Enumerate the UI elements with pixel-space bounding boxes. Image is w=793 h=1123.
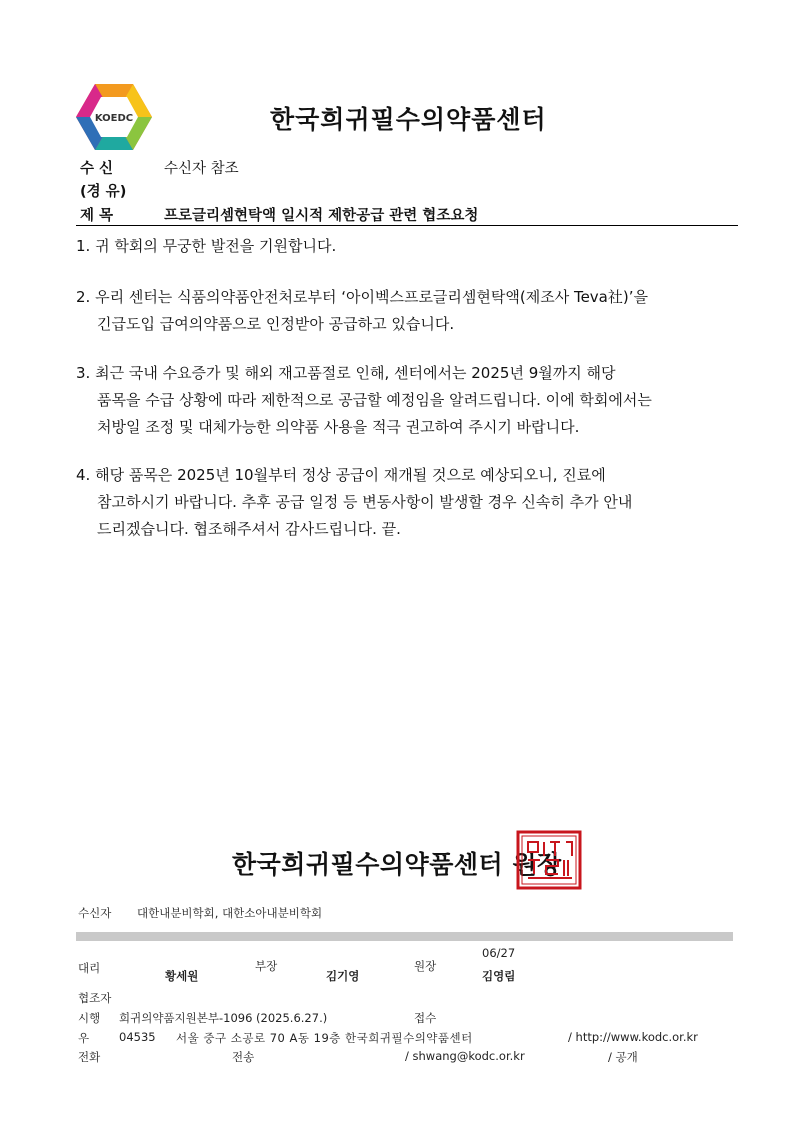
paragraph-line: 3. 최근 국내 수요증가 및 해외 재고품절로 인해, 센터에서는 2025년 9월까지 해당 xyxy=(76,364,616,382)
official-seal xyxy=(516,830,582,890)
paragraph-2 xyxy=(76,284,648,338)
koedc-logo xyxy=(76,84,152,150)
paragraph-line: 4. 해당 품목은 2025년 10월부터 정상 공급이 재개될 것으로 예상되오니, 진료에 xyxy=(76,466,606,484)
paragraph-1 xyxy=(76,233,336,260)
footer-divider-bar xyxy=(76,932,733,941)
recipients-label: 수신자 xyxy=(78,906,112,920)
paragraph-line: 1. 귀 학회의 무궁한 발전을 기원합니다. xyxy=(76,237,337,255)
address: 서울 중구 소공로 70 A동 19층 한국희귀필수의약품센터 xyxy=(176,1031,473,1045)
paragraph-4 xyxy=(76,462,632,543)
paragraph-line: 품목을 수급 상황에 따라 제한적으로 공급할 예정임을 알려드립니다. 이에 학회에서는 xyxy=(97,391,652,409)
paragraph-line: 처방일 조정 및 대체가능한 의약품 사용을 적극 권고하여 주시기 바랍니다. xyxy=(97,418,580,436)
enforce-label: 시행 xyxy=(78,1011,101,1025)
email-link[interactable]: / shwang@kodc.or.kr xyxy=(405,1049,525,1063)
header-divider xyxy=(76,225,738,226)
subject-label: 제 목 xyxy=(80,208,114,224)
recipient-value: 수신자 참조 xyxy=(164,161,239,177)
director-name: 김영림 xyxy=(482,969,516,983)
cooperator-label: 협조자 xyxy=(78,991,112,1005)
recipient-label: 수 신 xyxy=(80,161,114,177)
drafter-role: 대리 xyxy=(78,961,101,975)
manager-role: 부장 xyxy=(255,959,278,973)
approval-date: 06/27 xyxy=(482,946,516,960)
paragraph-line: 긴급도입 급여의약품으로 인정받아 공급하고 있습니다. xyxy=(97,315,455,333)
logo-text: KOEDC xyxy=(94,113,134,124)
director-role: 원장 xyxy=(414,959,437,973)
paragraph-3 xyxy=(76,360,652,441)
disclosure-status: / 공개 xyxy=(608,1050,638,1064)
sender-name: 한국희귀필수의약품센터 원장 xyxy=(232,850,562,879)
website-link[interactable]: / http://www.kodc.or.kr xyxy=(568,1030,698,1044)
paragraph-line: 드리겠습니다. 협조해주셔서 감사드립니다. 끝. xyxy=(97,520,401,538)
phone-label: 전화 xyxy=(78,1050,101,1064)
subject-value: 프로글리셈현탁액 일시적 제한공급 관련 협조요청 xyxy=(164,208,479,224)
receipt-label: 접수 xyxy=(414,1011,437,1025)
recipients-value: 대한내분비학회, 대한소아내분비학회 xyxy=(137,906,323,920)
postal-code: 04535 xyxy=(119,1030,156,1044)
drafter-name: 황세원 xyxy=(165,969,199,983)
enforce-value: 희귀의약품지원본부-1096 (2025.6.27.) xyxy=(119,1011,328,1025)
paragraph-line: 2. 우리 센터는 식품의약품안전처로부터 ‘아이벡스프로글리셈현탁액(제조사 Teva社)’을 xyxy=(76,288,648,306)
postal-label: 우 xyxy=(78,1031,90,1045)
via-label: (경 유) xyxy=(80,184,127,200)
paragraph-line: 참고하시기 바랍니다. 추후 공급 일정 등 변동사항이 발생할 경우 신속히 추가 안내 xyxy=(97,493,633,511)
org-title: 한국희귀필수의약품센터 xyxy=(270,105,547,134)
fax-label: 전송 xyxy=(232,1050,255,1064)
manager-name: 김기영 xyxy=(326,969,360,983)
